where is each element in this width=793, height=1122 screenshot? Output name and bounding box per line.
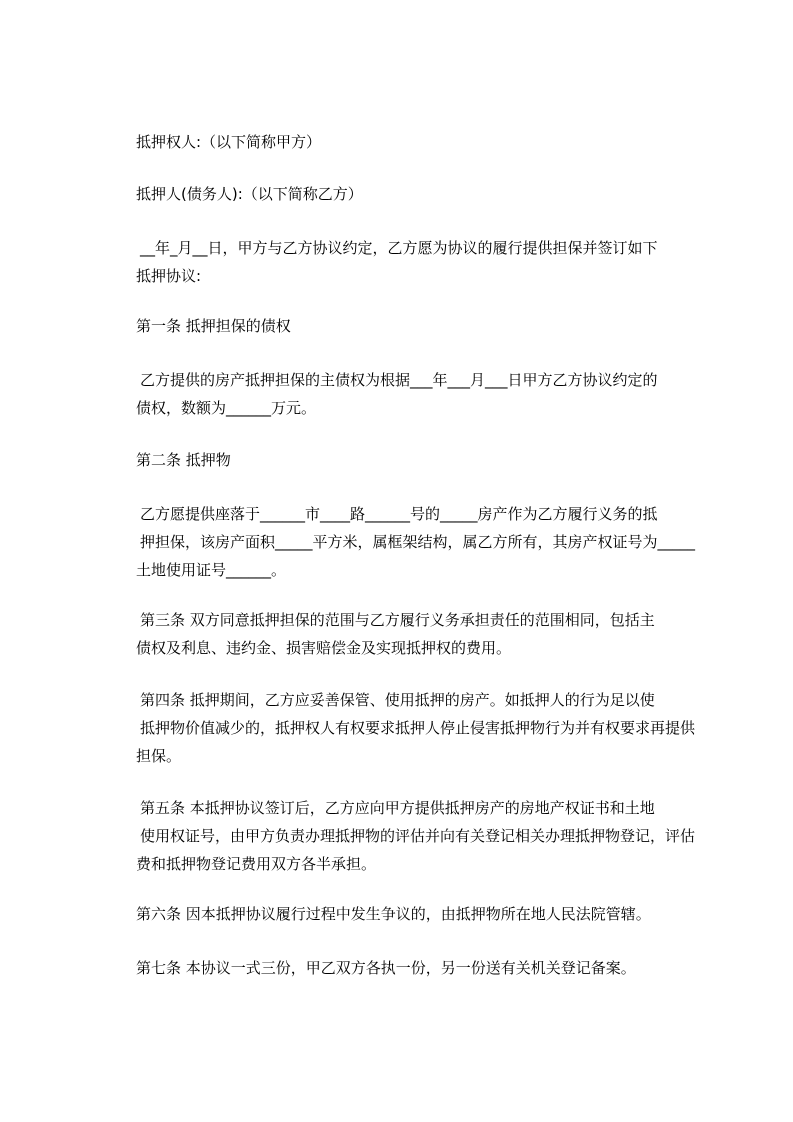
mortgagee-line	[136, 128, 702, 156]
article-4-line-2: 抵押物价值减少的，抵押权人有权要求抵押人停止侵害抵押物行为并有权要求再提供	[140, 719, 696, 737]
article-5-paragraph	[136, 794, 702, 878]
article-5-line-3: 费和抵押物登记费用双方各半承担。	[136, 855, 377, 873]
article-1-line-1: 乙方提供的房产抵押担保的主债权为根据___年___月___日甲方乙方协议约定的	[140, 371, 658, 389]
article-7-paragraph	[136, 954, 702, 982]
article-2-line-2: 押担保，该房产面积_____平方米，属框架结构，属乙方所有，其房产权证号为_____	[140, 533, 696, 551]
article-4-line-3: 担保。	[136, 747, 182, 765]
article-5-line-1: 第五条 本抵押协议签订后，乙方应向甲方提供抵押房产的房地产权证书和土地	[140, 799, 655, 817]
mortgagee-text: 抵押权人:（以下简称甲方）	[136, 133, 322, 151]
article-6-paragraph	[136, 900, 702, 928]
article-5-line-2: 使用权证号，由甲方负责办理抵押物的评估并向有关登记相关办理抵押物登记，评估	[140, 827, 696, 845]
preamble-line-2: 抵押协议:	[136, 267, 202, 285]
article-6-text: 第六条 因本抵押协议履行过程中发生争议的，由抵押物所在地人民法院管辖。	[136, 905, 651, 923]
article-2-line-1: 乙方愿提供座落于______市____路______号的_____房产作为乙方履行义务的抵	[140, 505, 658, 523]
article-1-title	[136, 312, 702, 340]
preamble-paragraph	[136, 234, 702, 290]
article-1-title-text: 第一条 抵押担保的债权	[136, 317, 291, 335]
article-1-paragraph	[136, 366, 702, 422]
article-4-paragraph	[136, 686, 702, 770]
article-2-title	[136, 446, 702, 474]
article-2-paragraph	[136, 500, 702, 584]
article-3-paragraph	[136, 606, 702, 662]
article-3-line-2: 债权及利息、违约金、损害赔偿金及实现抵押权的费用。	[136, 639, 512, 657]
mortgagor-text: 抵押人(债务人):（以下简称乙方）	[136, 185, 363, 203]
article-3-line-1: 第三条 双方同意抵押担保的范围与乙方履行义务承担责任的范围相同，包括主	[140, 611, 655, 629]
article-1-line-2: 债权，数额为______万元。	[136, 399, 317, 417]
article-7-text: 第七条 本协议一式三份，甲乙双方各执一份，另一份送有关机关登记备案。	[136, 959, 636, 977]
article-2-line-3: 土地使用证号______。	[136, 561, 287, 579]
article-4-line-1: 第四条 抵押期间，乙方应妥善保管、使用抵押的房产。如抵押人的行为足以使	[140, 691, 655, 709]
article-2-title-text: 第二条 抵押物	[136, 451, 231, 469]
preamble-line-1: __年_月__日，甲方与乙方协议约定，乙方愿为协议的履行提供担保并签订如下	[140, 239, 658, 257]
mortgagor-line	[136, 180, 702, 208]
